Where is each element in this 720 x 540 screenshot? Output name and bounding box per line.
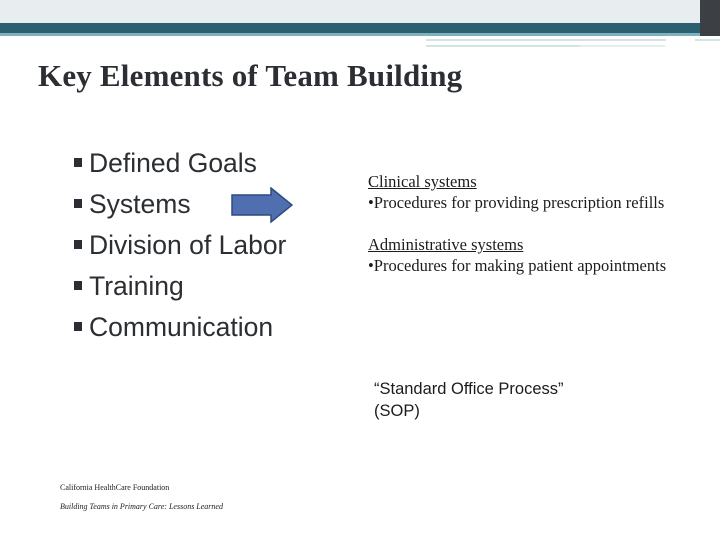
header-band: [0, 0, 720, 23]
systems-details: [368, 171, 698, 276]
square-bullet-icon: [74, 281, 82, 290]
bullet-text: Defined Goals: [89, 148, 257, 178]
square-bullet-icon: [74, 240, 82, 249]
slide-title: Key Elements of Team Building: [38, 58, 463, 93]
bullet-text: Communication: [89, 312, 274, 342]
sop-caption-abbrev: (SOP): [374, 402, 420, 420]
square-bullet-icon: [74, 158, 82, 167]
sop-caption: [374, 378, 564, 422]
bullet-item: [74, 266, 286, 307]
bullet-text: Training: [89, 271, 184, 301]
right-arrow-icon: [231, 187, 293, 223]
clinical-systems-heading: Clinical systems: [368, 172, 477, 191]
footer-citation: [60, 478, 223, 516]
header-accent-line: [695, 39, 720, 41]
bullet-item: [74, 225, 286, 266]
header-bar-light: [0, 33, 720, 36]
header-corner-tab: [700, 0, 720, 36]
administrative-systems-body: •Procedures for making patient appointments: [368, 256, 667, 275]
footer-report-title: Building Teams in Primary Care: Lessons Learned: [60, 502, 223, 511]
header-accent-line: [426, 45, 581, 47]
header-accent-line: [580, 45, 665, 47]
bullet-list: [74, 143, 286, 348]
header-bar-dark: [0, 23, 720, 33]
bullet-item: [74, 307, 286, 348]
clinical-systems-body: •Procedures for providing prescription refills: [368, 193, 665, 212]
header-accent-line: [426, 39, 666, 41]
bullet-text: Systems: [89, 189, 191, 219]
bullet-text: Division of Labor: [89, 230, 287, 260]
bullet-item: [74, 143, 286, 184]
sop-caption-line: “Standard Office Process”: [374, 380, 564, 398]
administrative-systems-heading: Administrative systems: [368, 235, 524, 254]
footer-org: California HealthCare Foundation: [60, 483, 170, 492]
square-bullet-icon: [74, 322, 82, 331]
square-bullet-icon: [74, 199, 82, 208]
